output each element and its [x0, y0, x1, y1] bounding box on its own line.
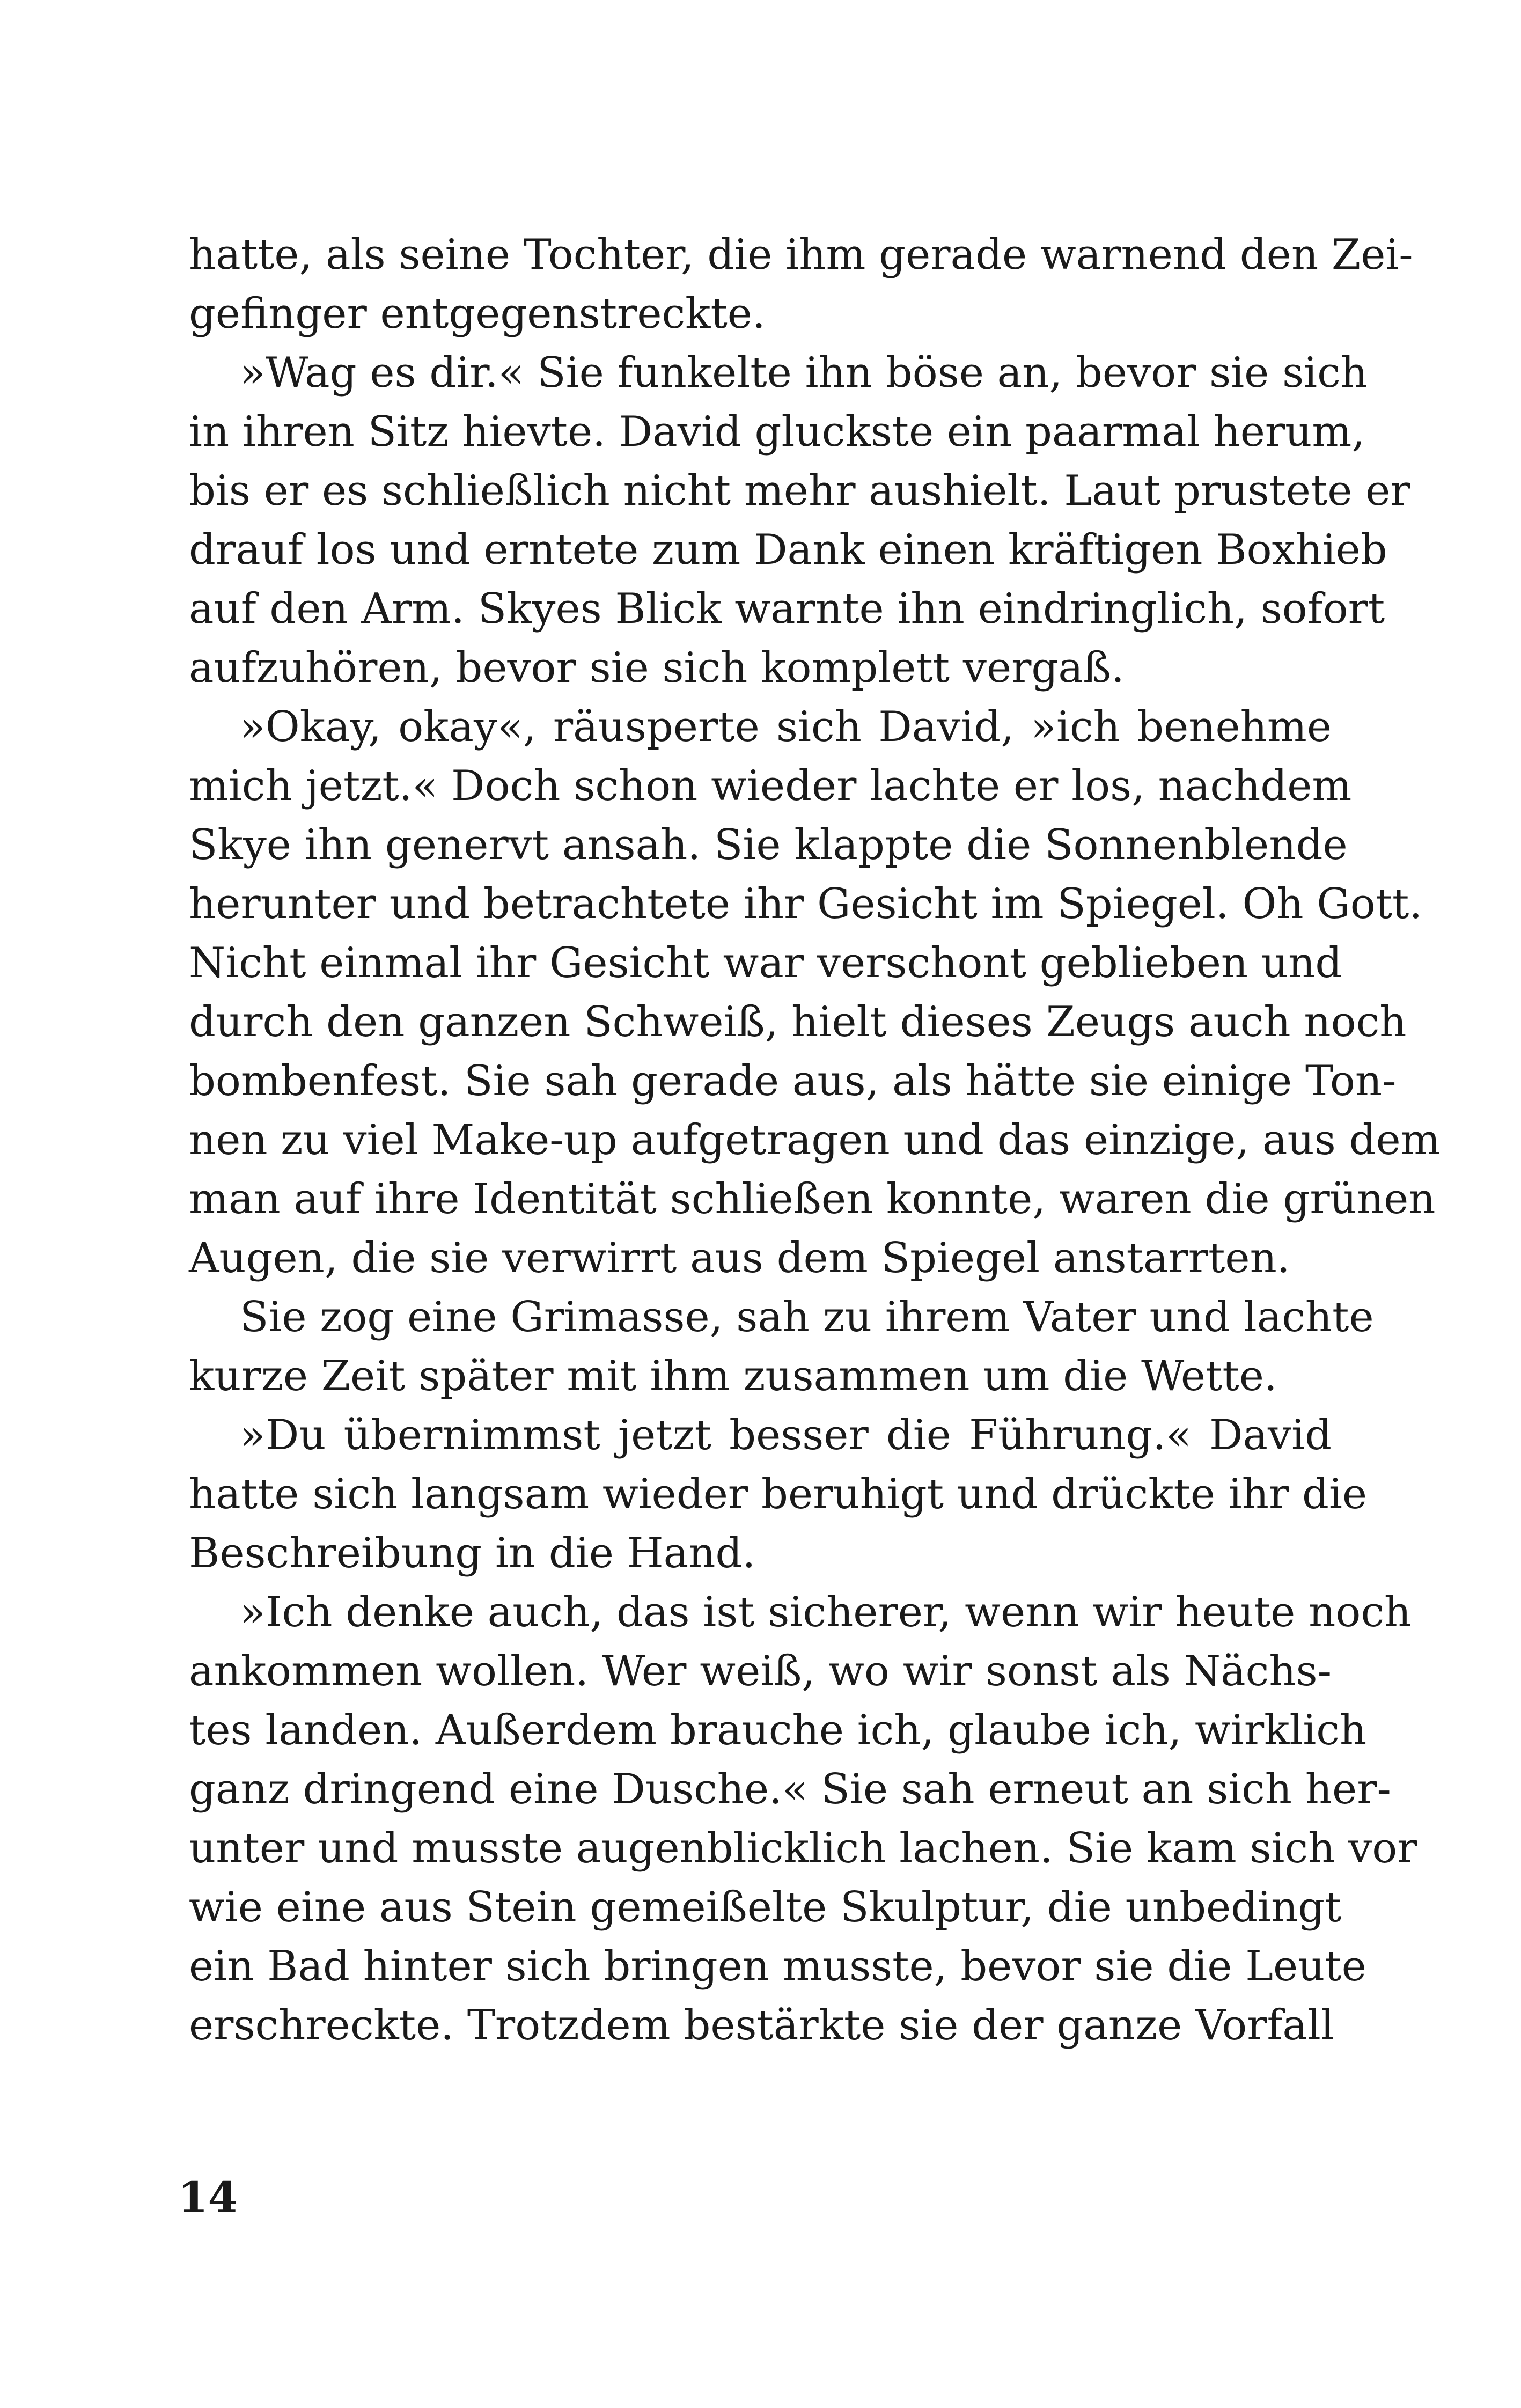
- text-line: mich jetzt.« Doch schon wieder lachte er los, nachdem: [189, 762, 1352, 810]
- body-text: [189, 225, 1441, 2055]
- text-line: unter und musste augenblicklich lachen. Sie kam sich vor: [189, 1824, 1417, 1873]
- text-line: auf den Arm. Skyes Blick warnte ihn eindringlich, sofort: [189, 585, 1385, 633]
- text-line: man auf ihre Identität schließen konnte, waren die grünen: [189, 1175, 1436, 1223]
- text-line: drauf los und erntete zum Dank einen kräftigen Boxhieb: [189, 526, 1387, 574]
- text-line: kurze Zeit später mit ihm zusammen um die Wette.: [189, 1352, 1277, 1400]
- text-line: »Okay, okay«, räusperte sich David, »ich benehme: [240, 703, 1332, 751]
- text-line: ein Bad hinter sich bringen musste, bevor sie die Leute: [189, 1942, 1366, 1991]
- text-line: bombenfest. Sie sah gerade aus, als hätte sie einige Ton-: [189, 1057, 1397, 1105]
- text-line: Augen, die sie verwirrt aus dem Spiegel anstarrten.: [189, 1234, 1290, 1282]
- text-line: hatte sich langsam wieder beruhigt und drückte ihr die: [189, 1470, 1368, 1518]
- text-line: gefinger entgegenstreckte.: [189, 290, 766, 338]
- page-number: 14: [178, 2172, 238, 2222]
- text-line: wie eine aus Stein gemeißelte Skulptur, die unbedingt: [189, 1883, 1342, 1932]
- text-line: »Ich denke auch, das ist sicherer, wenn wir heute noch: [240, 1588, 1412, 1636]
- text-line: erschreckte. Trotzdem bestärkte sie der ganze Vorfall: [189, 2001, 1334, 2050]
- text-line: Nicht einmal ihr Gesicht war verschont geblieben und: [189, 939, 1342, 987]
- text-line: hatte, als seine Tochter, die ihm gerade warnend den Zei-: [189, 231, 1413, 279]
- text-line: nen zu viel Make-up aufgetragen und das einzige, aus dem: [189, 1116, 1441, 1164]
- text-line: herunter und betrachtete ihr Gesicht im Spiegel. Oh Gott.: [189, 880, 1423, 928]
- text-line: bis er es schließlich nicht mehr aushielt. Laut prustete er: [189, 467, 1410, 515]
- text-line: aufzuhören, bevor sie sich komplett vergaß.: [189, 644, 1125, 692]
- text-line: Sie zog eine Grimasse, sah zu ihrem Vater und lachte: [240, 1293, 1374, 1341]
- text-line: Beschreibung in die Hand.: [189, 1529, 756, 1577]
- text-line: »Du übernimmst jetzt besser die Führung.« David: [240, 1411, 1332, 1459]
- text-line: Skye ihn genervt ansah. Sie klappte die Sonnenblende: [189, 821, 1348, 869]
- text-line: »Wag es dir.« Sie funkelte ihn böse an, bevor sie sich: [240, 349, 1368, 397]
- text-line: ankommen wollen. Wer weiß, wo wir sonst als Nächs-: [189, 1647, 1332, 1695]
- text-line: in ihren Sitz hievte. David gluckste ein paarmal herum,: [189, 408, 1365, 456]
- text-line: durch den ganzen Schweiß, hielt dieses Zeugs auch noch: [189, 998, 1407, 1046]
- text-line: tes landen. Außerdem brauche ich, glaube ich, wirklich: [189, 1706, 1367, 1754]
- text-line: ganz dringend eine Dusche.« Sie sah erneut an sich her-: [189, 1765, 1391, 1814]
